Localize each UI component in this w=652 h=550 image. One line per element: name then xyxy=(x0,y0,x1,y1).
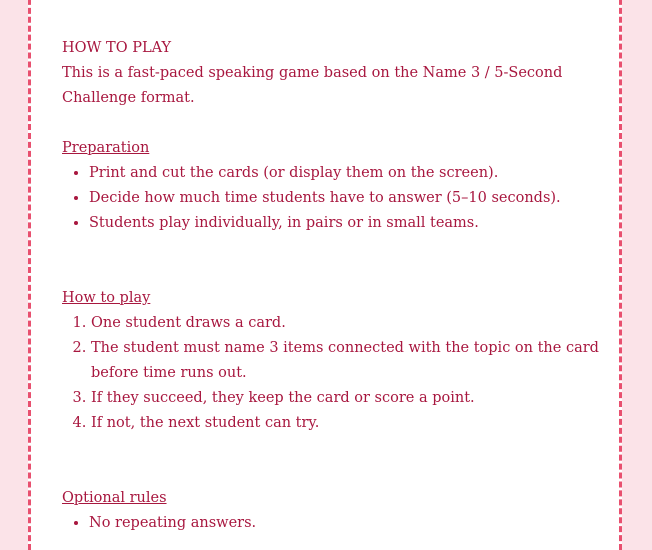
list-item: 1. One student draws a card. xyxy=(91,311,607,336)
list-item: 2. The student must name 3 items connected with the topic on the card before time runs out. xyxy=(91,336,607,386)
list-item: • Decide how much time students have to answer (5–10 seconds). xyxy=(89,186,607,211)
optional-rules-heading: Optional rules xyxy=(62,490,167,506)
how-to-play-steps xyxy=(62,311,607,436)
intro-paragraph: This is a fast-paced speaking game based on the Name 3 / 5-Second Challenge format. xyxy=(62,65,563,106)
list-item: 4. If not, the next student can try. xyxy=(91,411,607,436)
document-body xyxy=(62,36,607,536)
document-page xyxy=(28,0,622,550)
list-item: • No repeating answers. xyxy=(89,511,607,536)
list-item: 3. If they succeed, they keep the card or score a point. xyxy=(91,386,607,411)
how-to-play-title: HOW TO PLAY xyxy=(62,40,172,56)
preparation-heading: Preparation xyxy=(62,140,150,156)
list-item: • Students play individually, in pairs or in small teams. xyxy=(89,211,607,236)
list-item: • Print and cut the cards (or display them on the screen). xyxy=(89,161,607,186)
title-script-fragment xyxy=(161,0,461,6)
optional-rules-list xyxy=(62,511,607,536)
preparation-list xyxy=(62,161,607,236)
how-to-play-heading: How to play xyxy=(62,290,151,306)
